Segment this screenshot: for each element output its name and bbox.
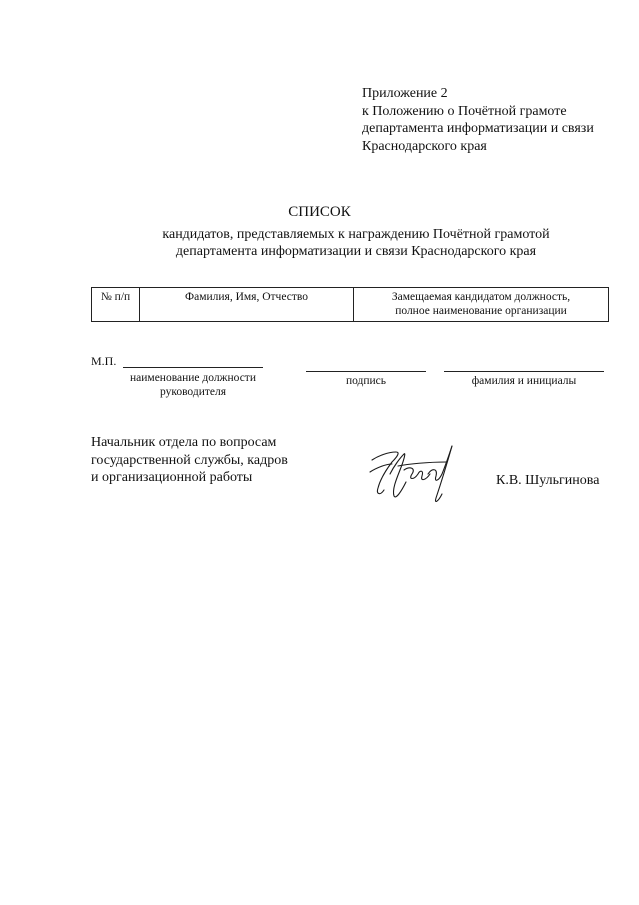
annex-line-4: Краснодарского края (362, 138, 487, 154)
name-caption: фамилия и инициалы (471, 375, 577, 387)
column-number: № п/п (92, 288, 140, 322)
approver-name: К.В. Шульгинова (496, 473, 600, 488)
position-caption (113, 371, 273, 399)
position-line (123, 367, 263, 368)
table-header-row (92, 288, 609, 322)
annex-header (362, 85, 594, 155)
annex-line-3: департамента информатизации и связи (362, 121, 594, 136)
handwritten-signature (368, 440, 460, 510)
column-position-line-2: полное наименование организации (395, 305, 567, 317)
name-line (444, 371, 604, 372)
column-position-line-1: Замещаемая кандидатом должность, (391, 291, 571, 303)
annex-line-2: к Положению о Почётной грамоте (362, 103, 567, 119)
approver-title (91, 434, 288, 487)
document-title: СПИСОК (288, 204, 351, 220)
stamp-label: М.П. (91, 354, 117, 368)
annex-line-1: Приложение 2 (362, 86, 448, 101)
subtitle-line-2: департамента информатизации и связи Краснодарского края (175, 244, 537, 259)
approver-line-1: Начальник отдела по вопросам (91, 435, 277, 450)
signature-line (306, 371, 426, 372)
column-full-name: Фамилия, Имя, Отчество (140, 288, 354, 322)
document-subtitle (100, 226, 612, 260)
subtitle-line-1: кандидатов, представляемых к награждению Почётной грамотой (162, 227, 550, 242)
approver-line-3: и организационной работы (91, 470, 253, 485)
position-caption-line-2: руководителя (159, 386, 227, 398)
position-caption-line-1: наименование должности (130, 372, 256, 384)
column-position-organization (354, 288, 609, 322)
candidates-table (91, 287, 609, 322)
approver-line-2: государственной службы, кадров (91, 452, 288, 468)
signature-caption: подпись (345, 375, 387, 387)
